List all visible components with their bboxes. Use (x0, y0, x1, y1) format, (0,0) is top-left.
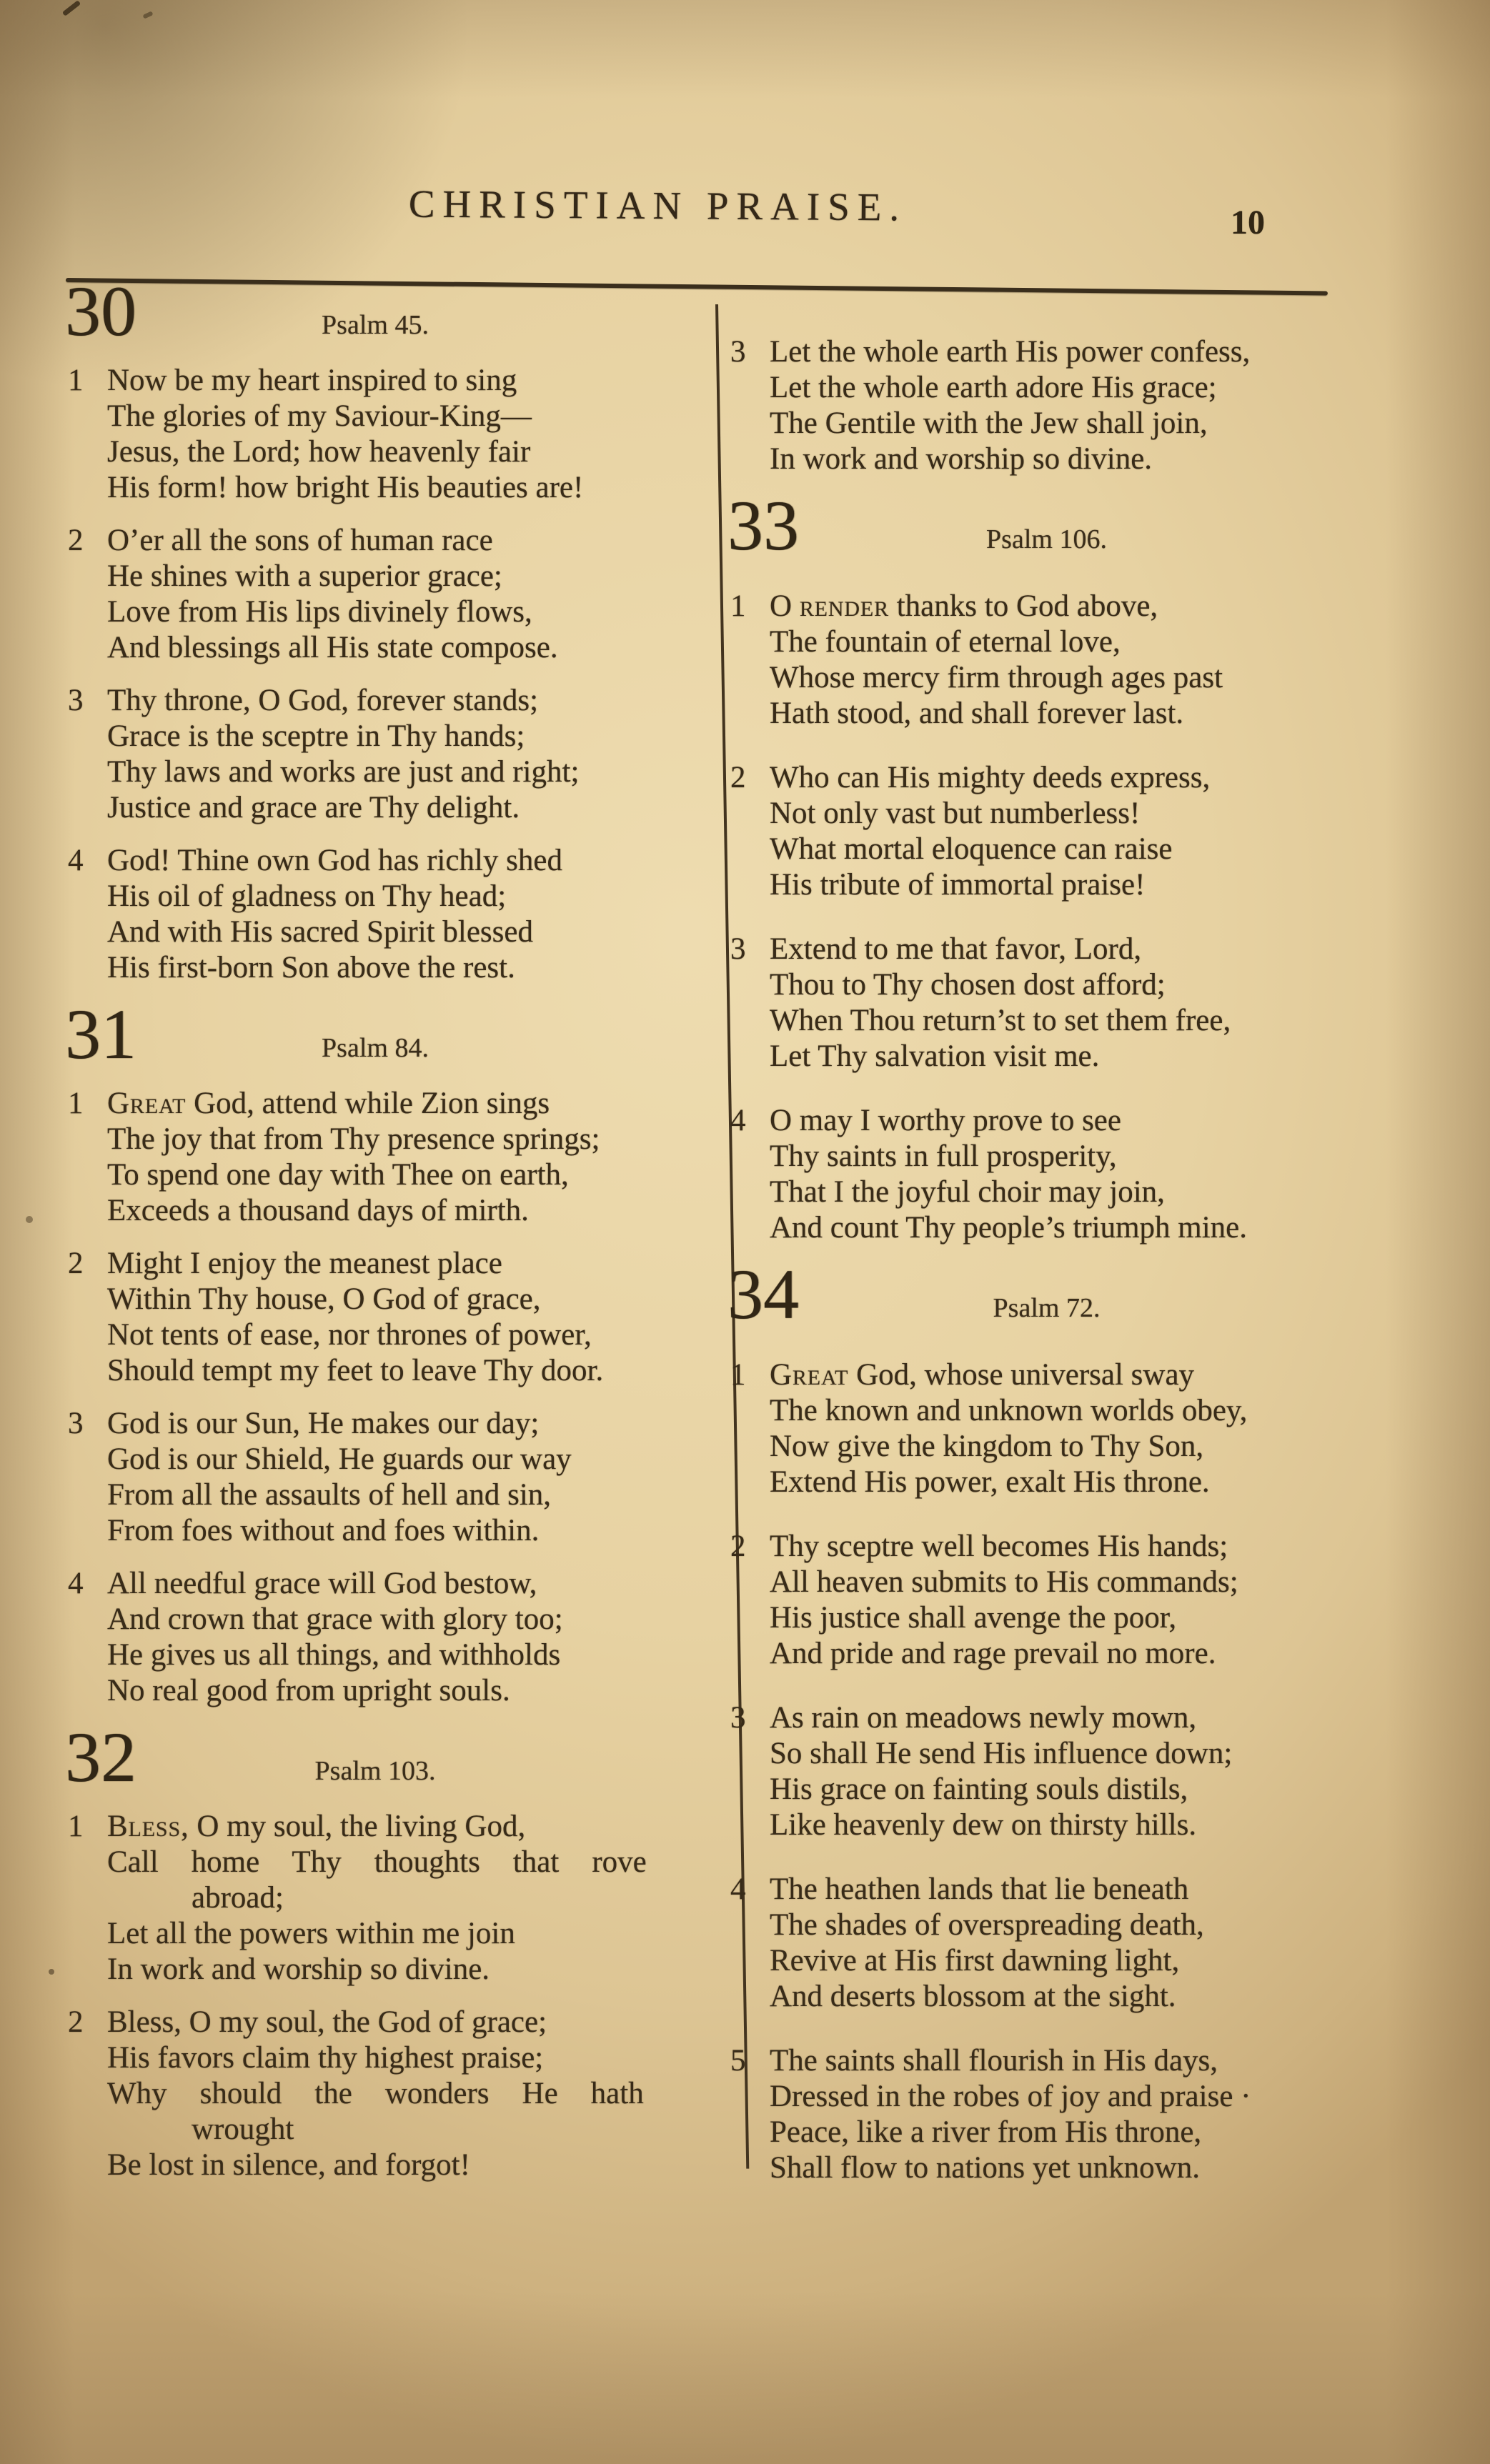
verse-line: All needful grace will God bestow, (107, 1567, 537, 1600)
verse-lines (770, 1357, 1363, 1500)
verse-number: 4 (730, 1872, 746, 1906)
hymn-header (727, 486, 1363, 565)
verse-line: Extend His power, exalt His throne. (770, 1465, 1210, 1499)
verse-line: Whose mercy firm through ages past (770, 661, 1223, 694)
scan-speck (49, 1969, 54, 1975)
verse-1 (68, 1809, 682, 1987)
verse-line: Let the whole earth His power confess, (770, 335, 1251, 369)
psalm-caption: Psalm 106. (986, 524, 1107, 554)
verse-line: Call home Thy thoughts that rove (107, 1845, 647, 1879)
verse-line: Grace is the sceptre in Thy hands; (107, 719, 525, 753)
hymn-number: 31 (65, 994, 136, 1074)
verse-line: Thy throne, O God, forever stands; (107, 684, 539, 717)
verse-line: In work and worship so divine. (770, 442, 1153, 476)
verse-line: His form! how bright His beauties are! (107, 471, 584, 504)
verse-line: God! Thine own God has richly shed (107, 844, 562, 877)
verse-lines (107, 363, 682, 506)
verse-lines (770, 1700, 1363, 1843)
verse-line: The joy that from Thy presence springs; (107, 1122, 600, 1156)
hymn-number: 33 (727, 486, 799, 565)
verse-line: Justice and grace are Thy delight. (107, 791, 520, 824)
verse-line: The glories of my Saviour-King— (107, 399, 532, 433)
verse-line: Thy laws and works are just and right; (107, 755, 580, 789)
verse-lines (770, 760, 1363, 903)
verse-line: And crown that grace with glory too; (107, 1602, 563, 1636)
verse-lines (770, 2043, 1363, 2186)
verse-lines (107, 1246, 682, 1389)
verse-1 (68, 1086, 682, 1229)
verse-line: Jesus, the Lord; how heavenly fair (107, 435, 531, 469)
verse-number: 2 (730, 1530, 746, 1563)
verse-line: Revive at His first dawning light, (770, 1944, 1180, 1977)
scan-speck (26, 1216, 33, 1223)
hymn-header (65, 994, 682, 1074)
verse-line: Let all the powers within me join (107, 1917, 515, 1950)
verse-4 (68, 843, 682, 986)
psalm-caption: Psalm 103. (314, 1756, 436, 1786)
hymn-header (727, 1255, 1363, 1334)
psalm-caption: Psalm 84. (322, 1033, 429, 1063)
verse-lines (107, 1566, 682, 1709)
verse-2 (730, 760, 1363, 903)
verse-lines (107, 1086, 682, 1229)
verse-line: God is our Sun, He makes our day; (107, 1407, 540, 1440)
verse-2 (68, 2005, 682, 2183)
verse-line: Thou to Thy chosen dost afford; (770, 968, 1166, 1002)
verse-line: Peace, like a river from His throne, (770, 2115, 1202, 2149)
verse-line: He shines with a superior grace; (107, 559, 502, 593)
verse-number: 4 (68, 844, 84, 877)
psalm-caption: Psalm 72. (993, 1293, 1101, 1323)
verse-line: wrought (192, 2113, 294, 2146)
verse-line: From all the assaults of hell and sin, (107, 1478, 552, 1512)
verse-line: Why should the wonders He hath (107, 2077, 644, 2110)
verse-lines (770, 1872, 1363, 2015)
verse-line: Extend to me that favor, Lord, (770, 932, 1142, 966)
verse-number: 1 (68, 364, 84, 397)
verse-lines (770, 1103, 1363, 1246)
verse-5 (730, 2043, 1363, 2186)
verse-lines (107, 683, 682, 826)
verse-line: His favors claim thy highest praise; (107, 2041, 544, 2075)
verse-number: 3 (68, 1407, 84, 1440)
verse-line: Be lost in silence, and forgot! (107, 2148, 470, 2182)
verse-lines (107, 843, 682, 986)
verse-lines (107, 1406, 682, 1549)
verse-line: God is our Shield, He guards our way (107, 1442, 572, 1476)
verse-2 (68, 523, 682, 666)
verse-4 (730, 1872, 1363, 2015)
verse-number: 1 (68, 1810, 84, 1843)
running-head-title: CHRISTIAN PRAISE. (408, 181, 908, 229)
small-caps-word: Bless, (107, 1810, 189, 1843)
verse-line: To spend one day with Thee on earth, (107, 1158, 569, 1192)
verse-line: His first-born Son above the rest. (107, 951, 515, 984)
verse-line: The saints shall flourish in His days, (770, 2044, 1218, 2078)
verse-lines (770, 589, 1363, 732)
verse-line: The heathen lands that lie beneath (770, 1872, 1189, 1906)
verse-line: Thy sceptre well becomes His hands; (770, 1530, 1228, 1563)
verse-line: From foes without and foes within. (107, 1514, 540, 1547)
verse-2 (68, 1246, 682, 1389)
verse-line: Now be my heart inspired to sing (107, 364, 517, 397)
verse-number: 2 (68, 2005, 84, 2039)
verse-line: What mortal eloquence can raise (770, 832, 1173, 866)
scan-smudge (62, 0, 81, 16)
verse-line: Shall flow to nations yet unknown. (770, 2151, 1200, 2185)
verse-number: 5 (730, 2044, 746, 2078)
verse-1 (730, 589, 1363, 732)
verse-line: The Gentile with the Jew shall join, (770, 406, 1208, 440)
verse-lines (770, 1529, 1363, 1672)
verse-line: No real good from upright souls. (107, 1674, 510, 1707)
verse-line: The known and unknown worlds obey, (770, 1394, 1248, 1427)
verse-3 (68, 1406, 682, 1549)
verse-line: Not only vast but numberless! (770, 797, 1141, 830)
small-caps-word: Great (107, 1087, 187, 1120)
verse-line: That I the joyful choir may join, (770, 1175, 1165, 1209)
verse-line: His tribute of immortal praise! (770, 868, 1146, 902)
verse-line: Love from His lips divinely flows, (107, 595, 532, 629)
verse-line: So shall He send His influence down; (770, 1737, 1233, 1770)
verse-line: As rain on meadows newly mown, (770, 1701, 1197, 1735)
verse-3 (730, 334, 1363, 477)
verse-line: His oil of gladness on Thy head; (107, 879, 507, 913)
verse-line: Let the whole earth adore His grace; (770, 371, 1217, 404)
verse-line: abroad; (192, 1881, 284, 1915)
verse-line: Now give the kingdom to Thy Son, (770, 1430, 1204, 1463)
verse-line: Bless, O my soul, the God of grace; (107, 2005, 547, 2039)
hymn-33 (727, 486, 1363, 1246)
page-number: 10 (1231, 204, 1265, 241)
verse-4 (730, 1103, 1363, 1246)
verse-1 (730, 1357, 1363, 1500)
verse-1 (68, 363, 682, 506)
verse-lines (770, 932, 1363, 1074)
verse-number: 2 (68, 524, 84, 557)
hymn-30 (65, 271, 682, 986)
verse-number: 4 (68, 1567, 84, 1600)
verse-number: 2 (730, 761, 746, 794)
verse-number: 3 (68, 684, 84, 717)
verse-line: Exceeds a thousand days of mirth. (107, 1194, 529, 1227)
verse-line: When Thou return’st to set them free, (770, 1004, 1231, 1037)
verse-line: And pride and rage prevail no more. (770, 1637, 1216, 1670)
verse-line: His grace on fainting souls distils, (770, 1772, 1188, 1806)
verse-number: 4 (730, 1104, 746, 1137)
verse-line: Let Thy salvation visit me. (770, 1039, 1100, 1073)
verse-number: 1 (730, 589, 746, 623)
verse-3 (68, 683, 682, 826)
hymn-number: 30 (65, 271, 136, 351)
verse-line: In work and worship so divine. (107, 1952, 490, 1986)
verse-3 (730, 932, 1363, 1074)
verse-number: 3 (730, 932, 746, 966)
verse-line: The fountain of eternal love, (770, 625, 1121, 659)
verse-line: Who can His mighty deeds express, (770, 761, 1211, 794)
verse-lines (107, 523, 682, 666)
verse-number: 3 (730, 1701, 746, 1735)
verse-number: 3 (730, 335, 746, 369)
verse-line: O’er all the sons of human race (107, 524, 493, 557)
small-caps-word: Great (770, 1358, 849, 1392)
verse-line: He gives us all things, and withholds (107, 1638, 561, 1672)
right-column (727, 284, 1363, 2186)
verse-line: O may I worthy prove to see (770, 1104, 1121, 1137)
verse-lines (770, 334, 1363, 477)
verse-line: Great God, whose universal sway (770, 1358, 1195, 1392)
verse-line: And with His sacred Spirit blessed (107, 915, 533, 949)
verse-line: And deserts blossom at the sight. (770, 1980, 1176, 2013)
verse-4 (68, 1566, 682, 1709)
left-column (65, 271, 682, 2183)
verse-2 (730, 1529, 1363, 1672)
verse-line: And blessings all His state compose. (107, 631, 558, 664)
verse-number: 1 (68, 1087, 84, 1120)
verse-line: O render thanks to God above, (770, 589, 1158, 623)
hymn-number: 34 (727, 1255, 799, 1334)
scan-smudge (142, 11, 153, 19)
verse-line: All heaven submits to His commands; (770, 1565, 1238, 1599)
verse-3 (730, 1700, 1363, 1843)
verse-line: Should tempt my feet to leave Thy door. (107, 1354, 604, 1387)
verse-line: His justice shall avenge the poor, (770, 1601, 1177, 1635)
hymn-32 (65, 1717, 682, 2183)
hymn-31 (65, 994, 682, 1709)
psalm-caption: Psalm 45. (322, 310, 429, 340)
verse-line: Like heavenly dew on thirsty hills. (770, 1808, 1197, 1842)
hymn-header (65, 1717, 682, 1797)
verse-line: Not tents of ease, nor thrones of power, (107, 1318, 592, 1352)
hymn-header (65, 271, 682, 351)
verse-number: 1 (730, 1358, 746, 1392)
verse-line: Might I enjoy the meanest place (107, 1247, 502, 1280)
verse-line: Thy saints in full prosperity, (770, 1139, 1117, 1173)
verse-line: The shades of overspreading death, (770, 1908, 1204, 1942)
small-caps-word: render (799, 589, 889, 623)
hymn-34 (727, 1255, 1363, 2186)
verse-number: 2 (68, 1247, 84, 1280)
verse-line: Dressed in the robes of joy and praise · (770, 2080, 1251, 2113)
verse-lines (107, 1809, 682, 1987)
verse-line: And count Thy people’s triumph mine. (770, 1211, 1248, 1245)
verse-line: Bless, O my soul, the living God, (107, 1810, 526, 1843)
hymn-number: 32 (65, 1717, 136, 1797)
verse-line: Great God, attend while Zion sings (107, 1087, 550, 1120)
verse-line: Hath stood, and shall forever last. (770, 697, 1184, 730)
verse-lines (107, 2005, 682, 2183)
verse-line: Within Thy house, O God of grace, (107, 1282, 541, 1316)
